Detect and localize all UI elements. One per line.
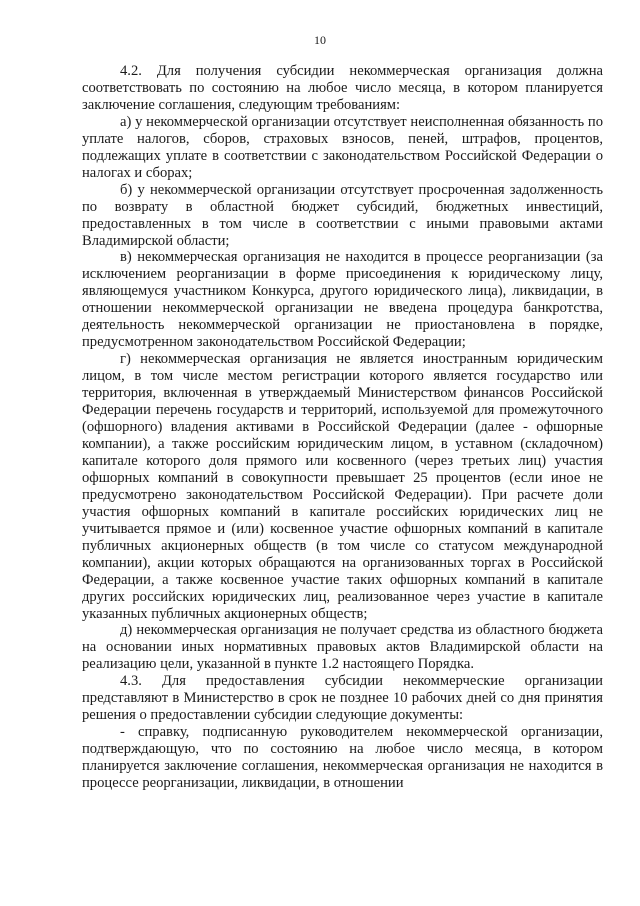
paragraph-4-2-intro: 4.2. Для получения субсидии некоммерческая организация должна соответствовать по состоянию на любое число месяца, в котором планируется заключение соглашения, следующим требованиям: [82, 63, 603, 113]
paragraph-requirement-v: в) некоммерческая организация не находится в процессе реорганизации (за исключением реорганизации в форме присоединения к юридическому лицу, являющемуся участником Конкурса, другого юридического лица), ликвидации, в отношении некоммерческой организации не введена процедура банкротства, деятельность некоммерческой организации не приостановлена в порядке, предусмотренном законодательством Российской Федерации; [82, 249, 603, 351]
paragraph-requirement-b: б) у некоммерческой организации отсутствует просроченная задолженность по возврату в областной бюджет субсидий, бюджетных инвестиций, предоставленных в том числе в соответствии с иными правовыми актами Владимирской области; [82, 181, 603, 249]
document-body [82, 63, 603, 792]
paragraph-4-3-intro: 4.3. Для предоставления субсидии некоммерческие организации представляют в Министерство в срок не позднее 10 рабочих дней со дня принятия решения о предоставлении субсидии следующие документы: [82, 673, 603, 724]
paragraph-requirement-d: д) некоммерческая организация не получает средства из областного бюджета на основании иных нормативных правовых актов Владимирской области на реализацию цели, указанной в пункте 1.2 настоящего Порядка. [82, 622, 603, 673]
paragraph-document-certificate: - справку, подписанную руководителем некоммерческой организации, подтверждающую, что по состоянию на любое число месяца, в котором планируется заключение соглашения, некоммерческая организация не находится в процессе реорганизации, ликвидации, в отношении [82, 724, 603, 792]
paragraph-requirement-g: г) некоммерческая организация не является иностранным юридическим лицом, в том числе местом регистрации которого является государство или территория, включенная в утверждаемый Министерством финансов Российской Федерации перечень государств и территорий, используемой для промежуточного (офшорного) владения активами в Российской Федерации (далее - офшорные компании), а также российским юридическим лицом, в уставном (складочном) капитале которого доля прямого или косвенного (через третьих лиц) участия офшорных компаний в совокупности превышает 25 процентов (если иное не предусмотрено законодательством Российской Федерации). При расчете доли участия офшорных компаний в капитале российских юридических лиц не учитывается прямое и (или) косвенное участие офшорных компаний в капитале публичных акционерных обществ (в том числе со статусом международной компании), акции которых обращаются на организованных торгах в Российской Федерации, а также косвенное участие таких офшорных компаний в капитале других российских юридических лиц, реализованное через участие в капитале указанных публичных акционерных обществ; [82, 351, 603, 622]
paragraph-requirement-a: а) у некоммерческой организации отсутствует неисполненная обязанность по уплате налогов, сборов, страховых взносов, пеней, штрафов, процентов, подлежащих уплате в соответствии с законодательством Российской Федерации о налогах и сборах; [82, 113, 603, 181]
page-number: 10 [314, 33, 326, 47]
